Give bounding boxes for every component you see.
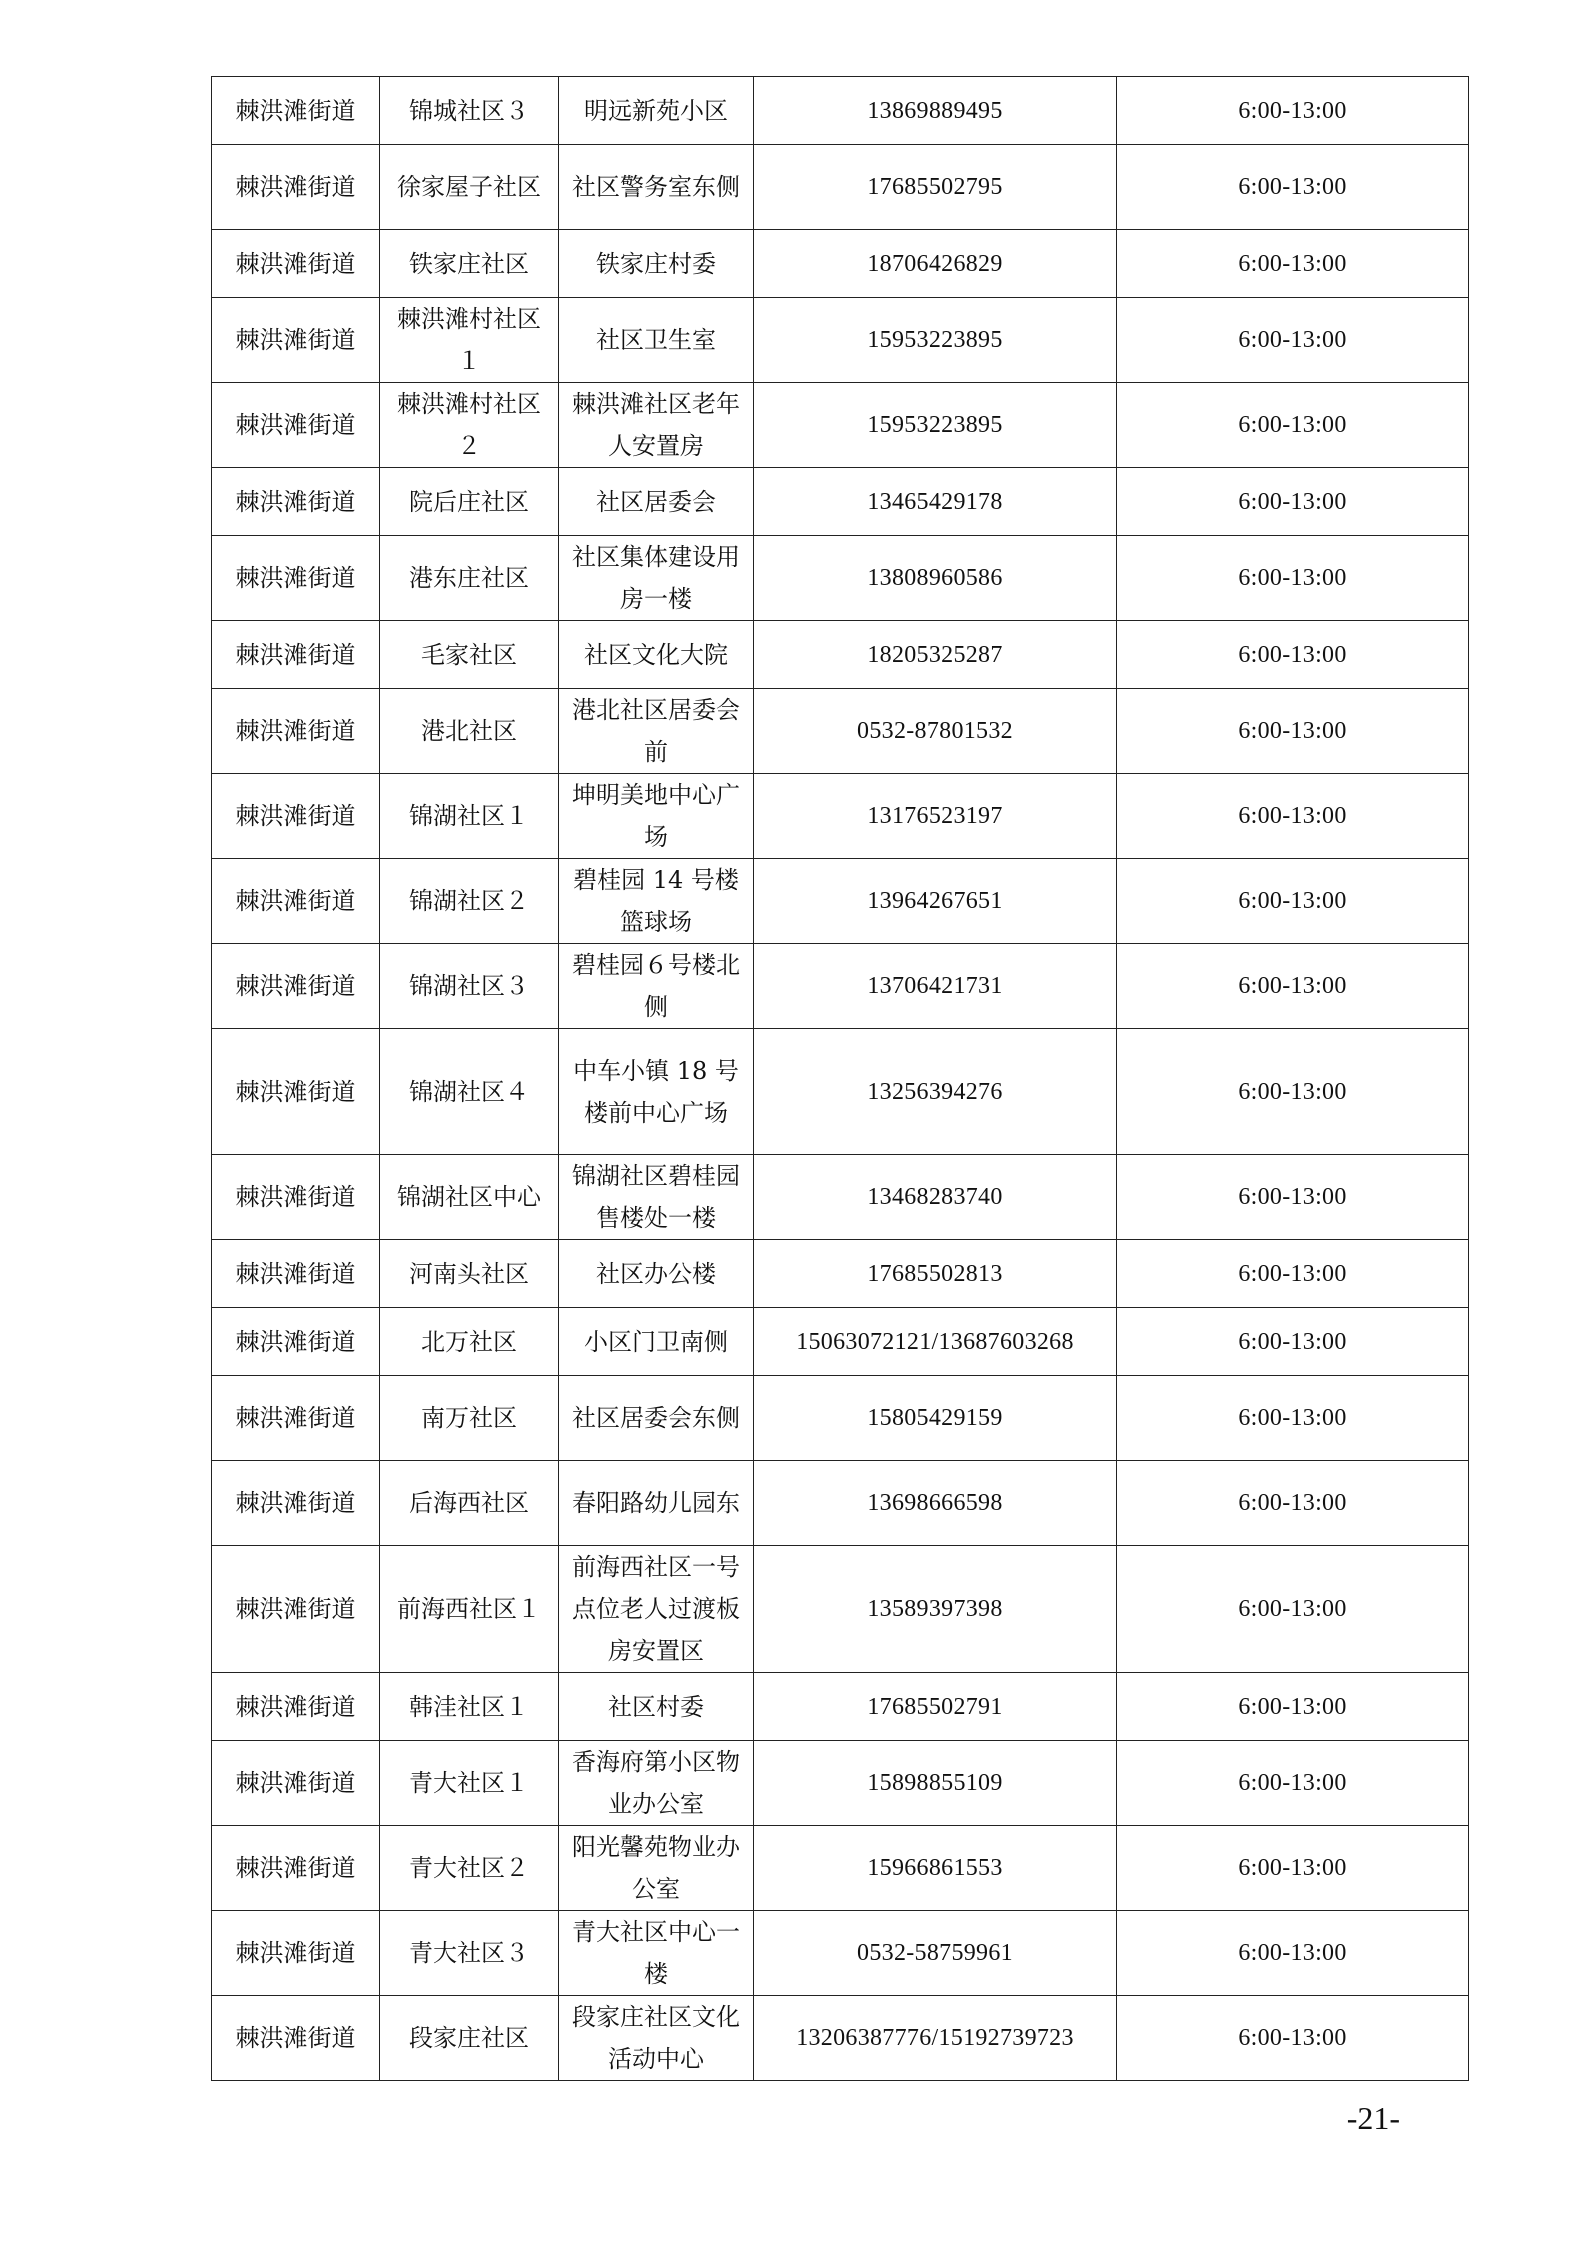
- street-cell: 棘洪滩街道: [212, 1673, 380, 1741]
- location-cell: 段家庄社区文化活动中心: [559, 1996, 754, 2081]
- hours-cell: 6:00-13:00: [1117, 1673, 1469, 1741]
- hours-cell: 6:00-13:00: [1117, 1546, 1469, 1673]
- site-table: [211, 76, 1469, 2081]
- hours-cell: 6:00-13:00: [1117, 1155, 1469, 1240]
- community-cell: 韩洼社区１: [380, 1673, 559, 1741]
- community-cell: 港东庄社区: [380, 536, 559, 621]
- location-cell: 阳光馨苑物业办公室: [559, 1826, 754, 1911]
- community-cell: 前海西社区１: [380, 1546, 559, 1673]
- location-cell: 中车小镇 18 号楼前中心广场: [559, 1029, 754, 1155]
- hours-cell: 6:00-13:00: [1117, 859, 1469, 944]
- street-cell: 棘洪滩街道: [212, 1911, 380, 1996]
- hours-cell: 6:00-13:00: [1117, 1741, 1469, 1826]
- table-row: [212, 1673, 1469, 1741]
- community-cell: 港北社区: [380, 689, 559, 774]
- street-cell: 棘洪滩街道: [212, 1155, 380, 1240]
- street-cell: 棘洪滩街道: [212, 230, 380, 298]
- location-cell: 社区办公楼: [559, 1240, 754, 1308]
- location-cell: 社区居委会: [559, 468, 754, 536]
- table-body: [212, 77, 1469, 2081]
- table-row: [212, 1546, 1469, 1673]
- location-cell: 青大社区中心一楼: [559, 1911, 754, 1996]
- community-cell: 后海西社区: [380, 1461, 559, 1546]
- street-cell: 棘洪滩街道: [212, 145, 380, 230]
- table-row: [212, 1996, 1469, 2081]
- street-cell: 棘洪滩街道: [212, 859, 380, 944]
- location-cell: 锦湖社区碧桂园售楼处一楼: [559, 1155, 754, 1240]
- phone-cell: 0532-58759961: [754, 1911, 1117, 1996]
- hours-cell: 6:00-13:00: [1117, 689, 1469, 774]
- location-cell: 铁家庄村委: [559, 230, 754, 298]
- phone-cell: 13698666598: [754, 1461, 1117, 1546]
- location-cell: 社区文化大院: [559, 621, 754, 689]
- street-cell: 棘洪滩街道: [212, 1996, 380, 2081]
- phone-cell: 13468283740: [754, 1155, 1117, 1240]
- phone-cell: 15953223895: [754, 298, 1117, 383]
- phone-cell: 13176523197: [754, 774, 1117, 859]
- location-cell: 前海西社区一号点位老人过渡板房安置区: [559, 1546, 754, 1673]
- location-cell: 春阳路幼儿园东: [559, 1461, 754, 1546]
- street-cell: 棘洪滩街道: [212, 1826, 380, 1911]
- hours-cell: 6:00-13:00: [1117, 145, 1469, 230]
- street-cell: 棘洪滩街道: [212, 77, 380, 145]
- street-cell: 棘洪滩街道: [212, 1029, 380, 1155]
- community-cell: 铁家庄社区: [380, 230, 559, 298]
- street-cell: 棘洪滩街道: [212, 1308, 380, 1376]
- phone-cell: 17685502795: [754, 145, 1117, 230]
- community-cell: 青大社区１: [380, 1741, 559, 1826]
- location-cell: 明远新苑小区: [559, 77, 754, 145]
- table-row: [212, 1155, 1469, 1240]
- phone-cell: 13465429178: [754, 468, 1117, 536]
- table-row: [212, 1911, 1469, 1996]
- community-cell: 河南头社区: [380, 1240, 559, 1308]
- phone-cell: 13869889495: [754, 77, 1117, 145]
- table-row: [212, 298, 1469, 383]
- table-row: [212, 1826, 1469, 1911]
- street-cell: 棘洪滩街道: [212, 1240, 380, 1308]
- hours-cell: 6:00-13:00: [1117, 1826, 1469, 1911]
- location-cell: 社区卫生室: [559, 298, 754, 383]
- phone-cell: 13964267651: [754, 859, 1117, 944]
- hours-cell: 6:00-13:00: [1117, 468, 1469, 536]
- community-cell: 锦湖社区４: [380, 1029, 559, 1155]
- phone-cell: 15805429159: [754, 1376, 1117, 1461]
- location-cell: 碧桂园６号楼北侧: [559, 944, 754, 1029]
- table-row: [212, 1029, 1469, 1155]
- community-cell: 青大社区３: [380, 1911, 559, 1996]
- phone-cell: 13706421731: [754, 944, 1117, 1029]
- table-row: [212, 1240, 1469, 1308]
- community-cell: 锦城社区３: [380, 77, 559, 145]
- phone-cell: 13206387776/15192739723: [754, 1996, 1117, 2081]
- community-cell: 南万社区: [380, 1376, 559, 1461]
- table-row: [212, 536, 1469, 621]
- community-cell: 毛家社区: [380, 621, 559, 689]
- community-cell: 棘洪滩村社区２: [380, 383, 559, 468]
- table-row: [212, 1461, 1469, 1546]
- street-cell: 棘洪滩街道: [212, 536, 380, 621]
- street-cell: 棘洪滩街道: [212, 1461, 380, 1546]
- hours-cell: 6:00-13:00: [1117, 1240, 1469, 1308]
- page-number: -21-: [1346, 2100, 1400, 2136]
- community-cell: 青大社区２: [380, 1826, 559, 1911]
- street-cell: 棘洪滩街道: [212, 621, 380, 689]
- location-cell: 社区警务室东侧: [559, 145, 754, 230]
- street-cell: 棘洪滩街道: [212, 944, 380, 1029]
- table-row: [212, 77, 1469, 145]
- hours-cell: 6:00-13:00: [1117, 1911, 1469, 1996]
- phone-cell: 13256394276: [754, 1029, 1117, 1155]
- table-row: [212, 1376, 1469, 1461]
- street-cell: 棘洪滩街道: [212, 1741, 380, 1826]
- phone-cell: 17685502791: [754, 1673, 1117, 1741]
- community-cell: 锦湖社区２: [380, 859, 559, 944]
- table-row: [212, 859, 1469, 944]
- community-cell: 段家庄社区: [380, 1996, 559, 2081]
- table-row: [212, 145, 1469, 230]
- community-cell: 锦湖社区１: [380, 774, 559, 859]
- location-cell: 社区村委: [559, 1673, 754, 1741]
- hours-cell: 6:00-13:00: [1117, 774, 1469, 859]
- location-cell: 社区集体建设用房一楼: [559, 536, 754, 621]
- location-cell: 棘洪滩社区老年人安置房: [559, 383, 754, 468]
- location-cell: 社区居委会东侧: [559, 1376, 754, 1461]
- table-row: [212, 621, 1469, 689]
- table-row: [212, 383, 1469, 468]
- phone-cell: 13589397398: [754, 1546, 1117, 1673]
- hours-cell: 6:00-13:00: [1117, 1996, 1469, 2081]
- hours-cell: 6:00-13:00: [1117, 536, 1469, 621]
- hours-cell: 6:00-13:00: [1117, 298, 1469, 383]
- phone-cell: 15953223895: [754, 383, 1117, 468]
- street-cell: 棘洪滩街道: [212, 383, 380, 468]
- community-cell: 棘洪滩村社区１: [380, 298, 559, 383]
- table-row: [212, 944, 1469, 1029]
- phone-cell: 17685502813: [754, 1240, 1117, 1308]
- street-cell: 棘洪滩街道: [212, 298, 380, 383]
- hours-cell: 6:00-13:00: [1117, 1308, 1469, 1376]
- street-cell: 棘洪滩街道: [212, 1376, 380, 1461]
- phone-cell: 15898855109: [754, 1741, 1117, 1826]
- phone-cell: 18706426829: [754, 230, 1117, 298]
- community-cell: 锦湖社区中心: [380, 1155, 559, 1240]
- hours-cell: 6:00-13:00: [1117, 944, 1469, 1029]
- table-row: [212, 689, 1469, 774]
- table-row: [212, 774, 1469, 859]
- phone-cell: 18205325287: [754, 621, 1117, 689]
- community-cell: 徐家屋子社区: [380, 145, 559, 230]
- hours-cell: 6:00-13:00: [1117, 621, 1469, 689]
- phone-cell: 15063072121/13687603268: [754, 1308, 1117, 1376]
- community-cell: 北万社区: [380, 1308, 559, 1376]
- street-cell: 棘洪滩街道: [212, 689, 380, 774]
- street-cell: 棘洪滩街道: [212, 774, 380, 859]
- table-row: [212, 468, 1469, 536]
- community-cell: 院后庄社区: [380, 468, 559, 536]
- location-cell: 碧桂园 14 号楼篮球场: [559, 859, 754, 944]
- hours-cell: 6:00-13:00: [1117, 1461, 1469, 1546]
- hours-cell: 6:00-13:00: [1117, 383, 1469, 468]
- table-row: [212, 230, 1469, 298]
- location-cell: 小区门卫南侧: [559, 1308, 754, 1376]
- street-cell: 棘洪滩街道: [212, 1546, 380, 1673]
- table-row: [212, 1308, 1469, 1376]
- table-row: [212, 1741, 1469, 1826]
- hours-cell: 6:00-13:00: [1117, 1029, 1469, 1155]
- street-cell: 棘洪滩街道: [212, 468, 380, 536]
- phone-cell: 15966861553: [754, 1826, 1117, 1911]
- hours-cell: 6:00-13:00: [1117, 1376, 1469, 1461]
- location-cell: 香海府第小区物业办公室: [559, 1741, 754, 1826]
- phone-cell: 0532-87801532: [754, 689, 1117, 774]
- community-cell: 锦湖社区３: [380, 944, 559, 1029]
- hours-cell: 6:00-13:00: [1117, 230, 1469, 298]
- phone-cell: 13808960586: [754, 536, 1117, 621]
- location-cell: 坤明美地中心广场: [559, 774, 754, 859]
- location-cell: 港北社区居委会前: [559, 689, 754, 774]
- hours-cell: 6:00-13:00: [1117, 77, 1469, 145]
